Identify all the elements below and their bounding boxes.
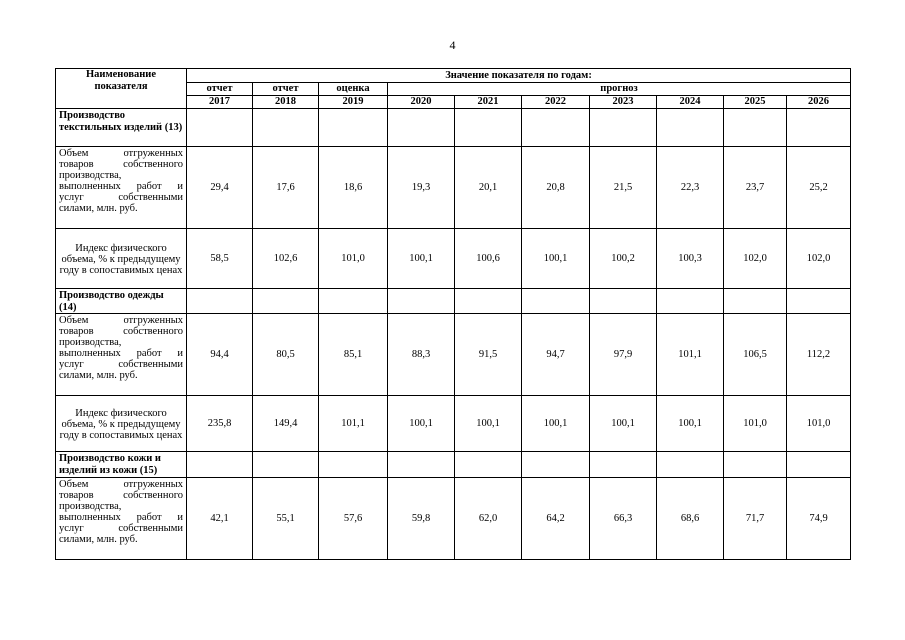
empty-cell — [657, 109, 724, 147]
value-cell: 100,1 — [522, 229, 590, 289]
empty-cell — [724, 289, 787, 314]
header-year: 2021 — [455, 96, 522, 109]
value-cell: 57,6 — [319, 478, 388, 560]
header-type-2019: оценка — [319, 83, 388, 96]
header-year: 2024 — [657, 96, 724, 109]
value-cell: 17,6 — [253, 147, 319, 229]
header-year: 2025 — [724, 96, 787, 109]
value-cell: 100,1 — [388, 229, 455, 289]
value-cell: 68,6 — [657, 478, 724, 560]
empty-cell — [455, 452, 522, 478]
index-label: Индекс физического объема, % к предыдущему году в сопоставимых ценах — [56, 229, 187, 289]
section-title: Производство кожи и изделий из кожи (15) — [56, 452, 187, 478]
value-cell: 25,2 — [787, 147, 851, 229]
metric-label: Объем отгруженных товаров собственного производства, выполненных работ и услуг собственными силами, млн. руб. — [56, 478, 187, 560]
value-cell: 59,8 — [388, 478, 455, 560]
value-cell: 66,3 — [590, 478, 657, 560]
header-year: 2026 — [787, 96, 851, 109]
value-cell: 42,1 — [187, 478, 253, 560]
value-cell: 23,7 — [724, 147, 787, 229]
value-cell: 88,3 — [388, 314, 455, 396]
value-cell: 71,7 — [724, 478, 787, 560]
header-row-1 — [56, 69, 851, 83]
header-name-column: Наименование показателя — [56, 69, 187, 109]
empty-cell — [590, 109, 657, 147]
empty-cell — [455, 289, 522, 314]
value-cell: 101,1 — [319, 396, 388, 452]
section-row — [56, 452, 851, 478]
value-cell: 94,7 — [522, 314, 590, 396]
table-body — [56, 69, 851, 560]
header-type-2018: отчет — [253, 83, 319, 96]
value-cell: 149,4 — [253, 396, 319, 452]
table-row — [56, 478, 851, 560]
value-cell: 100,2 — [590, 229, 657, 289]
section-title: Производство текстильных изделий (13) — [56, 109, 187, 147]
value-cell: 100,1 — [590, 396, 657, 452]
value-cell: 29,4 — [187, 147, 253, 229]
empty-cell — [319, 109, 388, 147]
value-cell: 100,1 — [522, 396, 590, 452]
empty-cell — [319, 452, 388, 478]
value-cell: 64,2 — [522, 478, 590, 560]
value-cell: 235,8 — [187, 396, 253, 452]
value-cell: 91,5 — [455, 314, 522, 396]
header-group-title: Значение показателя по годам: — [187, 69, 851, 83]
value-cell: 101,0 — [724, 396, 787, 452]
section-row — [56, 109, 851, 147]
value-cell: 112,2 — [787, 314, 851, 396]
header-forecast: прогноз — [388, 83, 851, 96]
value-cell: 100,1 — [455, 396, 522, 452]
empty-cell — [590, 452, 657, 478]
header-year: 2018 — [253, 96, 319, 109]
header-year: 2020 — [388, 96, 455, 109]
value-cell: 22,3 — [657, 147, 724, 229]
empty-cell — [455, 109, 522, 147]
value-cell: 101,0 — [319, 229, 388, 289]
empty-cell — [253, 289, 319, 314]
table-row — [56, 396, 851, 452]
empty-cell — [388, 452, 455, 478]
value-cell: 19,3 — [388, 147, 455, 229]
empty-cell — [657, 289, 724, 314]
header-year: 2023 — [590, 96, 657, 109]
value-cell: 58,5 — [187, 229, 253, 289]
value-cell: 94,4 — [187, 314, 253, 396]
header-type-2017: отчет — [187, 83, 253, 96]
empty-cell — [187, 109, 253, 147]
value-cell: 102,0 — [787, 229, 851, 289]
empty-cell — [522, 289, 590, 314]
empty-cell — [187, 452, 253, 478]
header-year: 2022 — [522, 96, 590, 109]
value-cell: 97,9 — [590, 314, 657, 396]
header-year: 2019 — [319, 96, 388, 109]
value-cell: 100,6 — [455, 229, 522, 289]
header-year: 2017 — [187, 96, 253, 109]
empty-cell — [319, 289, 388, 314]
value-cell: 85,1 — [319, 314, 388, 396]
empty-cell — [522, 452, 590, 478]
value-cell: 62,0 — [455, 478, 522, 560]
value-cell: 102,6 — [253, 229, 319, 289]
empty-cell — [657, 452, 724, 478]
empty-cell — [787, 452, 851, 478]
value-cell: 100,3 — [657, 229, 724, 289]
empty-cell — [724, 109, 787, 147]
empty-cell — [522, 109, 590, 147]
section-title: Производство одежды (14) — [56, 289, 187, 314]
table-row — [56, 147, 851, 229]
table-row — [56, 314, 851, 396]
empty-cell — [787, 289, 851, 314]
empty-cell — [253, 109, 319, 147]
empty-cell — [590, 289, 657, 314]
table-row — [56, 229, 851, 289]
empty-cell — [187, 289, 253, 314]
value-cell: 74,9 — [787, 478, 851, 560]
empty-cell — [388, 289, 455, 314]
metric-label: Объем отгруженных товаров собственного производства, выполненных работ и услуг собственными силами, млн. руб. — [56, 314, 187, 396]
indicator-table — [55, 68, 851, 560]
value-cell: 20,1 — [455, 147, 522, 229]
empty-cell — [253, 452, 319, 478]
page-number: 4 — [449, 38, 456, 52]
section-row — [56, 289, 851, 314]
value-cell: 101,0 — [787, 396, 851, 452]
empty-cell — [724, 452, 787, 478]
value-cell: 55,1 — [253, 478, 319, 560]
value-cell: 20,8 — [522, 147, 590, 229]
value-cell: 100,1 — [657, 396, 724, 452]
value-cell: 18,6 — [319, 147, 388, 229]
value-cell: 102,0 — [724, 229, 787, 289]
empty-cell — [388, 109, 455, 147]
empty-cell — [787, 109, 851, 147]
value-cell: 21,5 — [590, 147, 657, 229]
index-label: Индекс физического объема, % к предыдущему году в сопоставимых ценах — [56, 396, 187, 452]
metric-label: Объем отгруженных товаров собственного производства, выполненных работ и услуг собственными силами, млн. руб. — [56, 147, 187, 229]
value-cell: 80,5 — [253, 314, 319, 396]
value-cell: 101,1 — [657, 314, 724, 396]
value-cell: 106,5 — [724, 314, 787, 396]
value-cell: 100,1 — [388, 396, 455, 452]
